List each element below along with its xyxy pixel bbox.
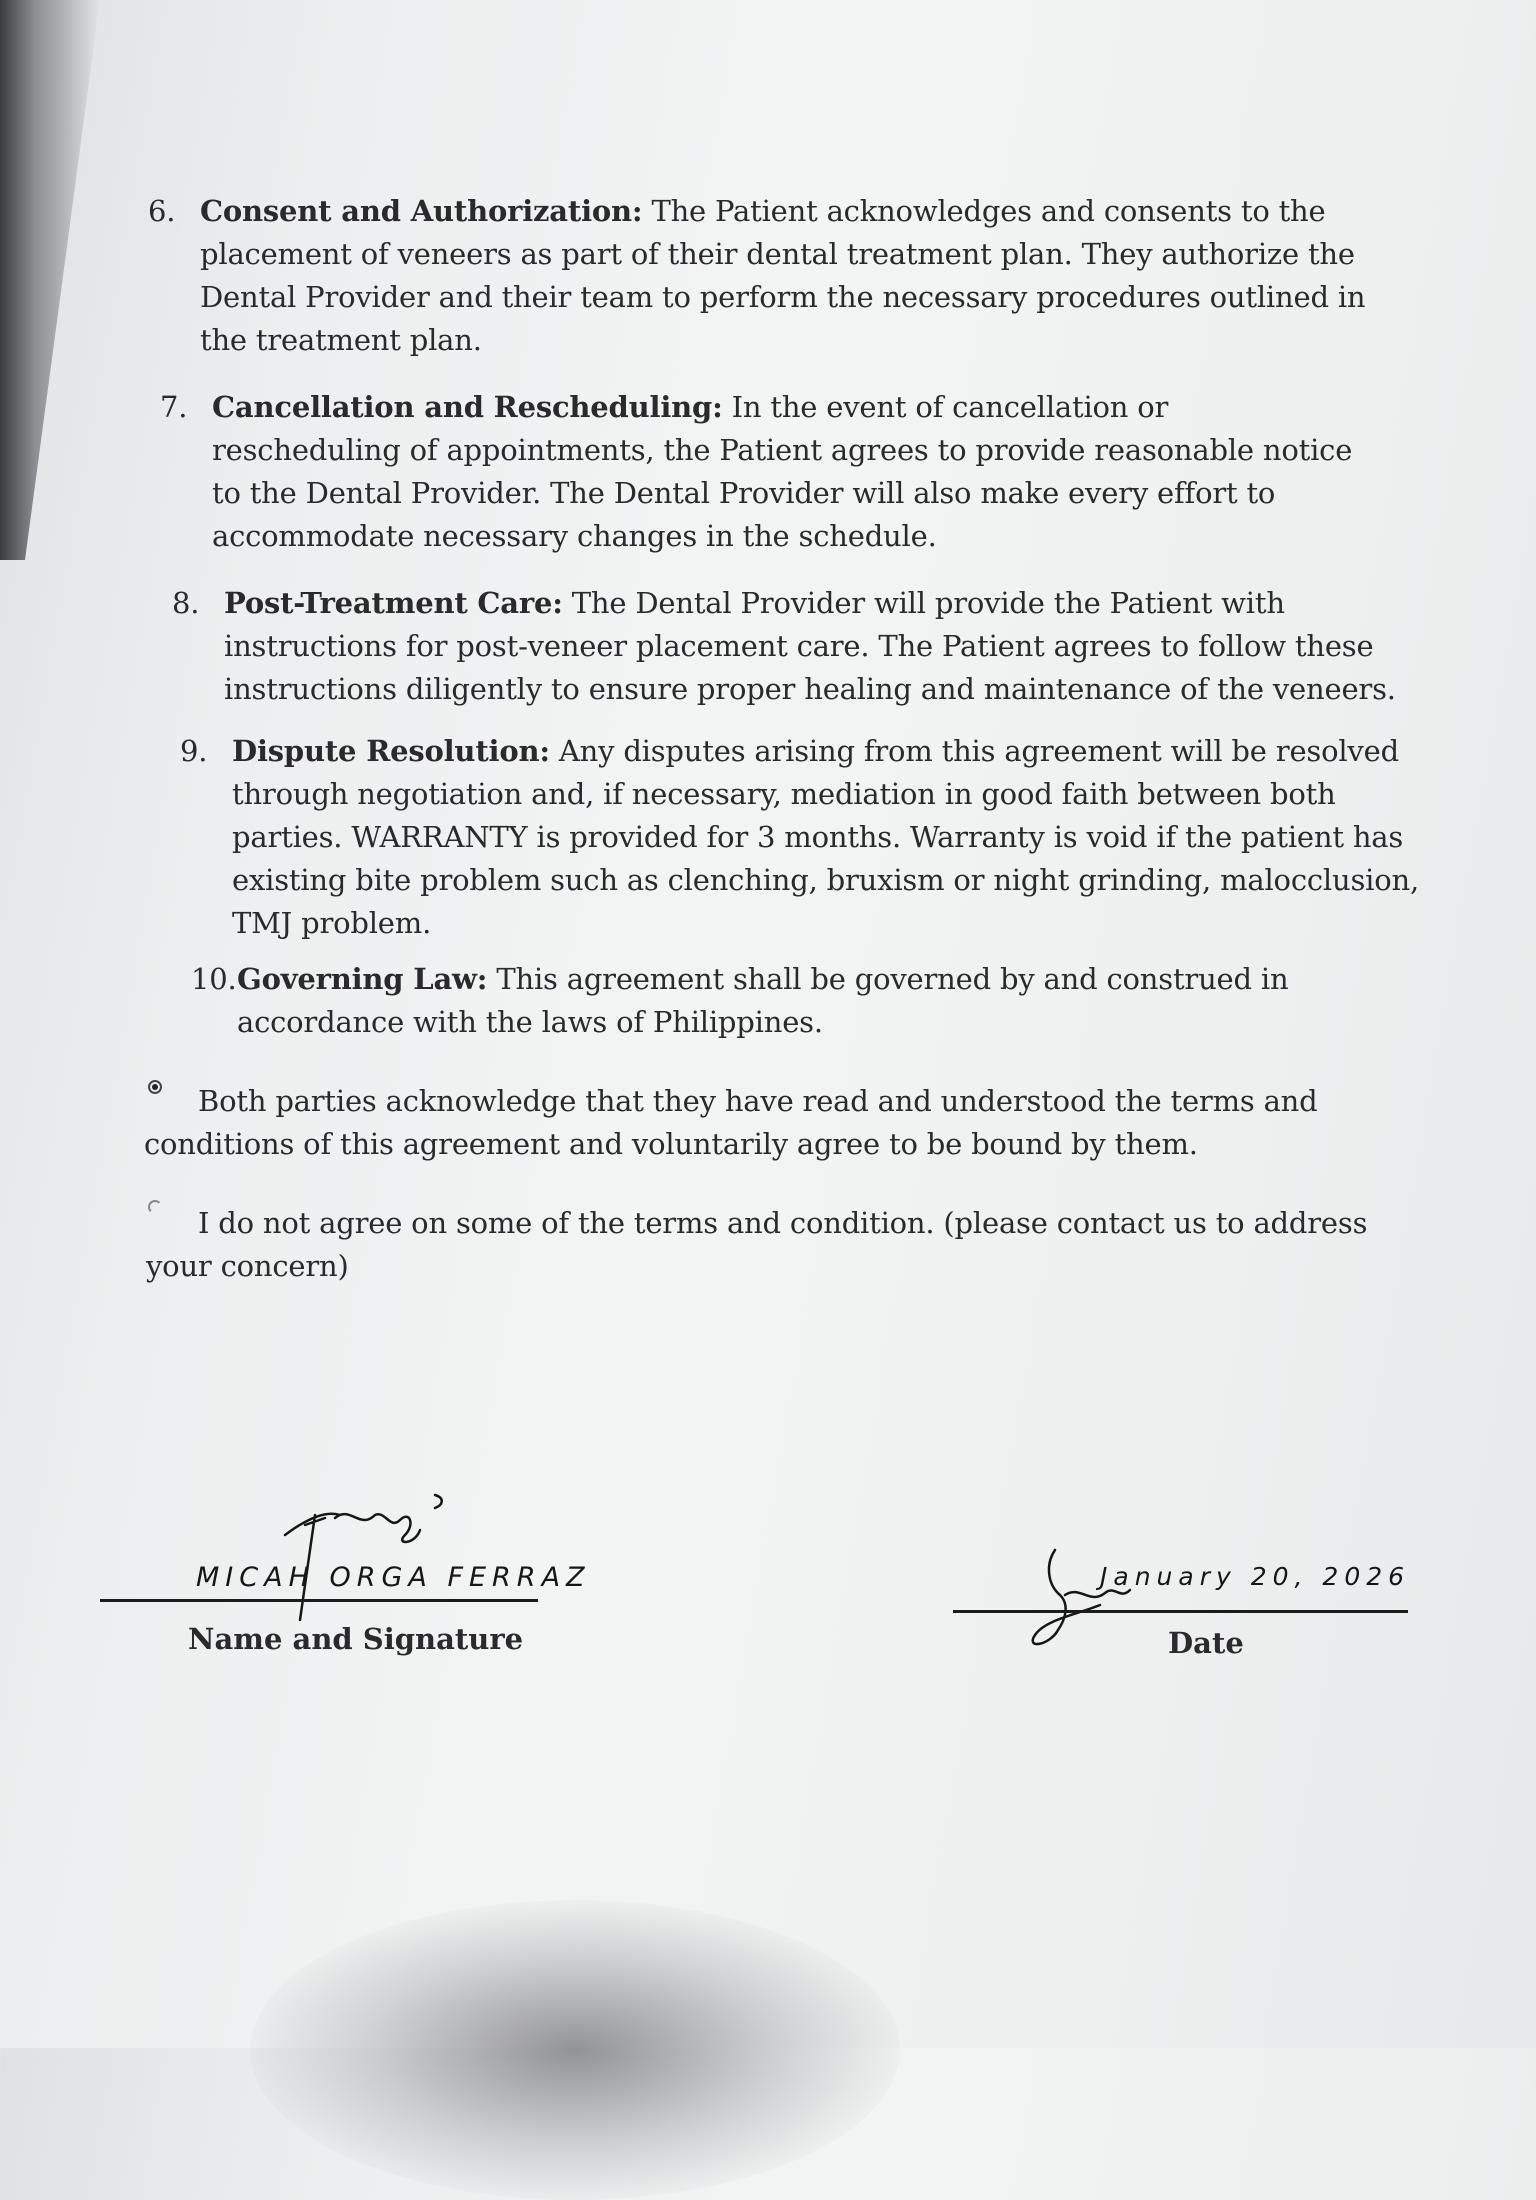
date-label: Date	[1168, 1626, 1244, 1660]
name-signature-label: Name and Signature	[188, 1622, 524, 1656]
term-number: 6.	[148, 194, 176, 228]
name-signature-line	[100, 1599, 538, 1602]
date-scribble	[1020, 1535, 1180, 1665]
date-line	[953, 1610, 1408, 1613]
handwritten-name: MICAH ORGA FERRAZ	[196, 1562, 591, 1593]
term-item-6	[148, 190, 1420, 362]
disagree-option-label: I do not agree on some of the terms and condition. (please contact us to address your concern)	[146, 1206, 1368, 1283]
handwritten-date: January 20, 2026	[1100, 1562, 1411, 1591]
agree-option-text	[144, 1080, 1324, 1166]
disagree-option-text	[146, 1202, 1406, 1288]
term-text: Any disputes arising from this agreement will be resolved through negotiation and, if necessary, mediation in good faith between both parties. WARRANTY is provided for 3 months. Warranty is void if the patient has existing bite problem such as clenching, bruxism or night grinding, malocclusion, TMJ problem.	[232, 734, 1419, 940]
term-number: 7.	[160, 390, 188, 424]
term-heading: Consent and Authorization:	[200, 194, 643, 228]
term-heading: Post-Treatment Care:	[224, 586, 563, 620]
term-text: This agreement shall be governed by and construed in accordance with the laws of Philippines.	[237, 962, 1289, 1039]
hand-shadow	[250, 1900, 900, 2200]
term-item-9	[180, 730, 1452, 945]
term-text: The Dental Provider will provide the Patient with instructions for post-veneer placement care. The Patient agrees to follow these instructions diligently to ensure proper healing and maintenance of the veneers.	[224, 586, 1396, 706]
term-heading: Cancellation and Rescheduling:	[212, 390, 723, 424]
term-item-7	[160, 386, 1362, 558]
term-number: 9.	[180, 734, 208, 768]
term-heading: Governing Law:	[237, 962, 488, 996]
term-text: The Patient acknowledges and consents to the placement of veneers as part of their dental treatment plan. They authorize the Dental Provider and their team to perform the necessary procedures outlined in the treatment plan.	[200, 194, 1366, 357]
page-edge-shadow	[0, 0, 100, 560]
term-text: In the event of cancellation or rescheduling of appointments, the Patient agrees to provide reasonable notice to the Dental Provider. The Dental Provider will also make every effort to accommodate necessary changes in the schedule.	[212, 390, 1353, 553]
term-item-10	[191, 958, 1437, 1044]
term-number: 8.	[172, 586, 200, 620]
agree-option-label: Both parties acknowledge that they have read and understood the terms and conditions of this agreement and voluntarily agree to be bound by them.	[144, 1084, 1318, 1161]
term-item-8	[172, 582, 1404, 711]
term-number: 10.	[191, 962, 237, 996]
term-heading: Dispute Resolution:	[232, 734, 550, 768]
